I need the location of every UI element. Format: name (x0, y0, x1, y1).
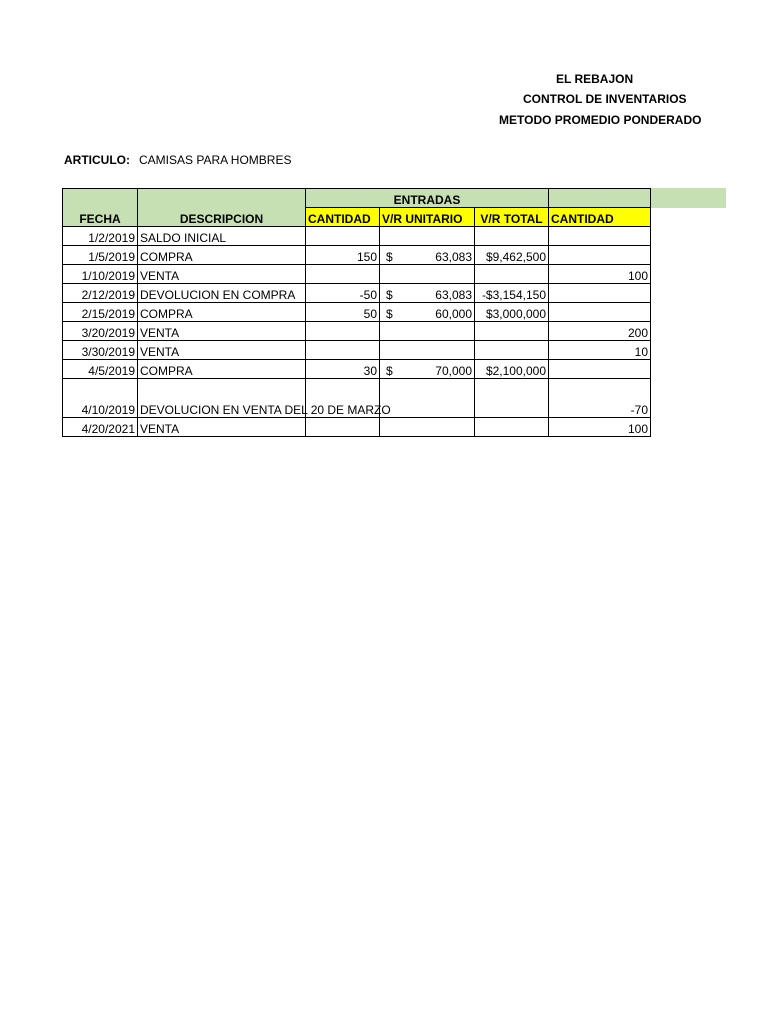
cell-cantidad: 30 (306, 360, 380, 379)
header-cantidad: CANTIDAD (306, 208, 380, 227)
company-title: EL REBAJON (556, 72, 634, 86)
cell-vr-unitario (380, 322, 475, 341)
cell-fecha: 1/10/2019 (63, 265, 138, 284)
cell-fecha: 4/20/2021 (63, 418, 138, 437)
unit-value: 63,083 (435, 250, 472, 264)
cell-vr-unitario (380, 265, 475, 284)
cell-vr-unitario (380, 246, 475, 265)
header-fecha: FECHA (63, 189, 138, 227)
table-row (63, 418, 651, 437)
unit-value: 70,000 (435, 364, 472, 378)
table-row (63, 227, 651, 246)
cell-fecha: 1/5/2019 (63, 246, 138, 265)
table-row (63, 284, 651, 303)
unit-value: 60,000 (435, 307, 472, 321)
cell-cantidad (306, 227, 380, 246)
cell-fecha: 1/2/2019 (63, 227, 138, 246)
header-salidas (549, 189, 651, 208)
cell-vr-total: $9,462,500 (475, 246, 549, 265)
articulo-value: CAMISAS PARA HOMBRES (139, 153, 292, 167)
cell-descripcion: DEVOLUCION EN VENTA DEL 20 DE MARZO (138, 379, 306, 418)
currency-symbol: $ (386, 250, 393, 264)
cell-fecha: 4/5/2019 (63, 360, 138, 379)
cell-cantidad-salidas (549, 360, 651, 379)
cell-vr-unitario (380, 360, 475, 379)
table-row (63, 379, 651, 418)
cell-cantidad-salidas: 200 (549, 322, 651, 341)
cell-cantidad-salidas (549, 284, 651, 303)
currency-symbol: $ (386, 364, 393, 378)
cell-vr-total (475, 265, 549, 284)
cell-descripcion: COMPRA (138, 246, 306, 265)
cell-cantidad-salidas (549, 246, 651, 265)
cell-cantidad (306, 265, 380, 284)
cell-vr-unitario (380, 379, 475, 418)
cell-vr-unitario (380, 303, 475, 322)
cell-fecha: 4/10/2019 (63, 379, 138, 418)
cell-vr-unitario (380, 418, 475, 437)
table-row (63, 360, 651, 379)
table-row (63, 246, 651, 265)
cell-cantidad-salidas: 10 (549, 341, 651, 360)
currency-symbol: $ (386, 288, 393, 302)
method-title: METODO PROMEDIO PONDERADO (499, 113, 702, 127)
cell-vr-total (475, 227, 549, 246)
header-vr-unitario: V/R UNITARIO (380, 208, 475, 227)
cell-vr-total (475, 341, 549, 360)
cell-cantidad (306, 418, 380, 437)
table-row (63, 265, 651, 284)
table-row (63, 322, 651, 341)
cell-descripcion: COMPRA (138, 303, 306, 322)
currency-symbol: $ (386, 307, 393, 321)
cell-cantidad-salidas: 100 (549, 418, 651, 437)
header-descripcion: DESCRIPCION (138, 189, 306, 227)
cell-descripcion: VENTA (138, 418, 306, 437)
inventory-table-container (62, 188, 648, 442)
table-row (63, 341, 651, 360)
unit-value: 63,083 (435, 288, 472, 302)
cell-fecha: 2/12/2019 (63, 284, 138, 303)
cell-vr-total (475, 322, 549, 341)
cell-vr-total: -$3,154,150 (475, 284, 549, 303)
cell-descripcion: SALDO INICIAL (138, 227, 306, 246)
cell-cantidad: 50 (306, 303, 380, 322)
cell-cantidad-salidas: 100 (549, 265, 651, 284)
cell-cantidad (306, 322, 380, 341)
header-entradas: ENTRADAS (306, 189, 549, 208)
cell-cantidad: -50 (306, 284, 380, 303)
inventory-table (62, 188, 651, 437)
cell-fecha: 3/20/2019 (63, 322, 138, 341)
cell-vr-total: $3,000,000 (475, 303, 549, 322)
cell-fecha: 3/30/2019 (63, 341, 138, 360)
table-row (63, 303, 651, 322)
cell-cantidad (306, 341, 380, 360)
cell-vr-total (475, 418, 549, 437)
cell-descripcion: VENTA (138, 341, 306, 360)
cell-descripcion: COMPRA (138, 360, 306, 379)
cell-descripcion: VENTA (138, 265, 306, 284)
cell-descripcion: VENTA (138, 322, 306, 341)
cell-cantidad: 150 (306, 246, 380, 265)
cell-vr-unitario (380, 284, 475, 303)
cell-vr-total (475, 379, 549, 418)
cell-cantidad-salidas (549, 227, 651, 246)
cell-descripcion: DEVOLUCION EN COMPRA (138, 284, 306, 303)
cell-vr-total: $2,100,000 (475, 360, 549, 379)
cell-vr-unitario (380, 227, 475, 246)
header-cantidad-salidas: CANTIDAD (549, 208, 651, 227)
cell-cantidad-salidas (549, 303, 651, 322)
cell-vr-unitario (380, 341, 475, 360)
report-title: CONTROL DE INVENTARIOS (523, 92, 687, 106)
cell-fecha: 2/15/2019 (63, 303, 138, 322)
header-vr-total: V/R TOTAL (475, 208, 549, 227)
articulo-label: ARTICULO: (64, 153, 130, 167)
cell-cantidad-salidas: -70 (549, 379, 651, 418)
